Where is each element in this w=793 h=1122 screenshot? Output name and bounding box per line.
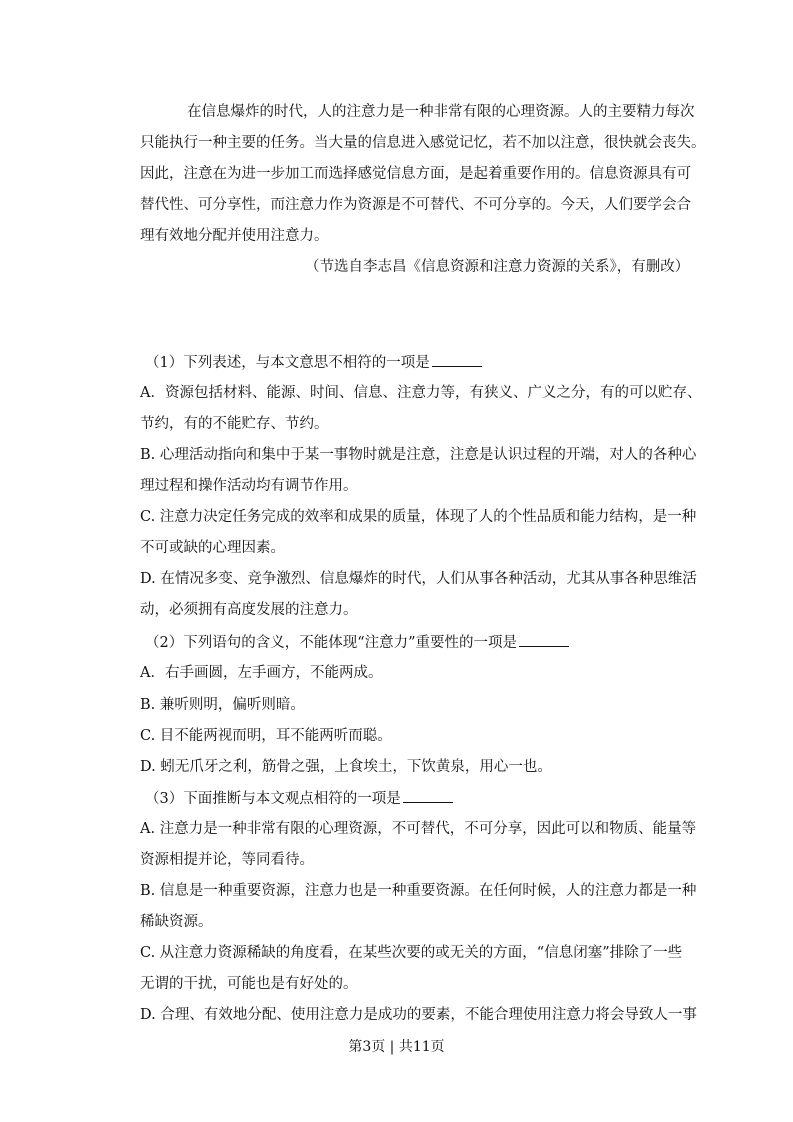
option-line: 稀缺资源。 bbox=[140, 914, 213, 930]
option-line: 不可或缺的心理因素。 bbox=[140, 540, 285, 556]
option-line: A．资源包括材料、能源、时间、信息、注意力等，有狭义、广义之分，有的可以贮存、 bbox=[140, 385, 702, 401]
option-line: C. 目不能两视而明，耳不能两听而聪。 bbox=[140, 728, 392, 744]
question-stem: （2）下列语句的含义，不能体现“注意力”重要性的一项是 bbox=[145, 632, 685, 653]
answer-blank[interactable] bbox=[519, 632, 569, 647]
option-line: C. 注意力决定任务完成的效率和成果的质量，体现了人的个性品质和能力结构，是一种 bbox=[140, 509, 697, 525]
option-line: D. 蚓无爪牙之利，筋骨之强，上食埃土，下饮黄泉，用心一也。 bbox=[140, 759, 552, 775]
option-line: B. 信息是一种重要资源，注意力也是一种重要资源。在任何时候，人的注意力都是一种 bbox=[140, 883, 697, 899]
option-line: C. 从注意力资源稀缺的角度看，在某些次要的或无关的方面，“信息闭塞”排除了一些 bbox=[140, 945, 683, 961]
answer-blank[interactable] bbox=[403, 788, 453, 803]
answer-blank[interactable] bbox=[432, 352, 482, 367]
page-footer: 第3页 | 共11页 bbox=[348, 1039, 445, 1055]
passage-line: 替代性、可分享性，而注意力作为资源是不可替代、不可分享的。今天，人们要学会合 bbox=[140, 197, 691, 213]
option-line: 资源相提并论，等同看待。 bbox=[140, 852, 314, 868]
option-line: B. 心理活动指向和集中于某一事物时就是注意，注意是认识过程的开端，对人的各种心 bbox=[140, 447, 697, 463]
passage-source: （节选自李志昌《信息资源和注意力资源的关系》，有删改） bbox=[305, 259, 690, 275]
option-line: 理过程和操作活动均有调节作用。 bbox=[140, 478, 358, 494]
option-line: 节约，有的不能贮存、节约。 bbox=[140, 416, 329, 432]
option-line: A. 注意力是一种非常有限的心理资源，不可替代，不可分享，因此可以和物质、能量等 bbox=[140, 821, 697, 837]
passage-line: 理有效地分配并使用注意力。 bbox=[140, 228, 329, 244]
option-line: D. 在情况多变、竞争激烈、信息爆炸的时代，人们从事各种活动，尤其从事各种思维活 bbox=[140, 571, 697, 587]
passage-line: 在信息爆炸的时代，人的注意力是一种非常有限的心理资源。人的主要精力每次 bbox=[187, 104, 695, 120]
question-stem: （1）下列表述，与本文意思不相符的一项是 bbox=[145, 352, 685, 373]
option-line: D. 合理、有效地分配、使用注意力是成功的要素，不能合理使用注意力将会导致人一事 bbox=[140, 1007, 697, 1023]
question-stem: （3）下面推断与本文观点相符的一项是 bbox=[145, 788, 685, 809]
option-line: 无谓的干扰，可能也是有好处的。 bbox=[140, 976, 358, 992]
option-line: A．右手画圆，左手画方，不能两成。 bbox=[140, 665, 383, 681]
option-line: B. 兼听则明，偏听则暗。 bbox=[140, 697, 305, 713]
passage-line: 因此，注意在为进一步加工而选择感觉信息方面，是起着重要作用的。信息资源具有可 bbox=[140, 166, 691, 182]
passage-line: 只能执行一种主要的任务。当大量的信息进入感觉记忆，若不加以注意，很快就会丧失。 bbox=[140, 135, 706, 151]
option-line: 动，必须拥有高度发展的注意力。 bbox=[140, 602, 358, 618]
